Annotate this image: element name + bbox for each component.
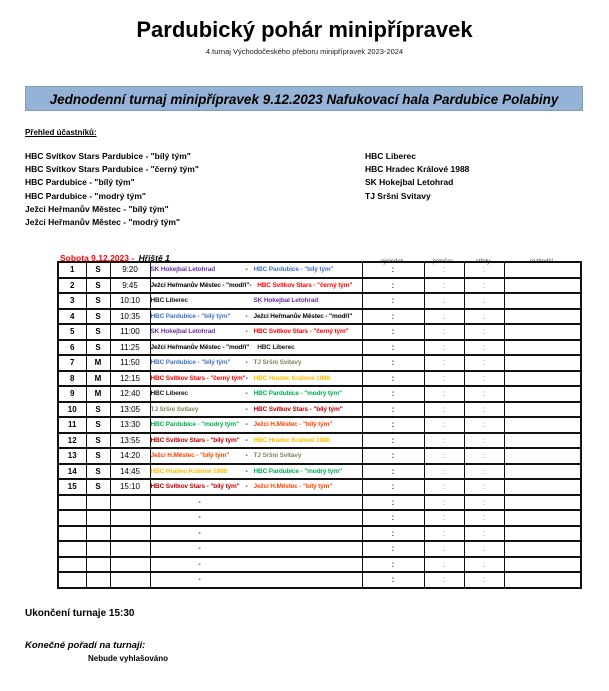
match-time: 11:50 [110, 355, 150, 371]
match-teams-cell [150, 293, 362, 309]
away-team: HBC Svítkov Stars - "bílý tým" [253, 405, 343, 413]
referee-cell [504, 464, 581, 480]
match-teams [151, 421, 362, 428]
match-type: M [86, 355, 110, 371]
match-time [110, 541, 150, 557]
match-number: 4 [58, 309, 86, 325]
match-time: 9:45 [110, 278, 150, 294]
shots-cell: : [464, 262, 504, 278]
referee-cell [504, 324, 581, 340]
match-type: S [86, 309, 110, 325]
result-cell: : [362, 293, 424, 309]
home-team: Ježci H.Městec - "bílý tým" [150, 452, 230, 460]
match-number: 8 [58, 371, 86, 387]
match-type [86, 557, 110, 573]
match-teams-cell [150, 309, 362, 325]
shots-cell: : [464, 557, 504, 573]
match-type [86, 495, 110, 511]
halftime-cell: : [424, 309, 464, 325]
match-number: 13 [58, 448, 86, 464]
match-number [58, 557, 86, 573]
halftime-cell: : [424, 526, 464, 542]
match-teams-cell [150, 464, 362, 480]
shots-cell: : [464, 495, 504, 511]
match-time: 9:20 [110, 262, 150, 278]
home-team: SK Hokejbal Letohrad [150, 266, 216, 274]
result-cell: : [362, 355, 424, 371]
halftime-cell: : [424, 371, 464, 387]
match-time: 14:45 [110, 464, 150, 480]
result-cell: : [362, 278, 424, 294]
match-type: S [86, 402, 110, 418]
match-teams-cell [150, 557, 362, 573]
shots-cell: : [464, 278, 504, 294]
participant-item: HBC Svítkov Stars Pardubice - "černý tým" [25, 164, 199, 175]
result-cell: : [362, 402, 424, 418]
result-cell: : [362, 417, 424, 433]
match-row [58, 293, 581, 309]
match-time [110, 557, 150, 573]
team-separator: - [198, 576, 201, 584]
halftime-cell: : [424, 433, 464, 449]
team-separator: - [245, 452, 248, 460]
referee-cell [504, 309, 581, 325]
match-row [58, 309, 581, 325]
match-teams [151, 406, 362, 413]
match-row [58, 557, 581, 573]
referee-cell [504, 293, 581, 309]
participant-item: Ježci Heřmanův Městec - "modrý tým" [25, 217, 180, 228]
result-cell: : [362, 479, 424, 495]
match-row [58, 526, 581, 542]
away-team: Ježci H.Městec - "bílý tým" [253, 421, 333, 429]
team-separator: - [198, 529, 201, 537]
match-type: S [86, 293, 110, 309]
match-teams [151, 266, 362, 273]
team-separator: - [245, 266, 248, 274]
result-cell: : [362, 557, 424, 573]
match-time: 11:25 [110, 340, 150, 356]
match-time [110, 510, 150, 526]
participants-list-left [25, 150, 199, 229]
halftime-cell: : [424, 262, 464, 278]
referee-cell [504, 448, 581, 464]
referee-cell [504, 433, 581, 449]
participant-item: HBC Liberec [365, 151, 417, 161]
home-team: HBC Svítkov Stars - "černý tým" [150, 374, 246, 382]
result-cell: : [362, 371, 424, 387]
result-cell: : [362, 433, 424, 449]
away-team: Ježci Heřmanův Městec - "modří" [253, 312, 353, 320]
participant-item: HBC Hradec Králové 1988 [365, 164, 470, 175]
team-separator: - [245, 436, 248, 444]
match-teams-cell [150, 371, 362, 387]
match-teams [151, 468, 362, 475]
match-number [58, 526, 86, 542]
home-team: Ježci Heřmanův Městec - "modří" [150, 343, 250, 351]
home-team: HBC Pardubice - "bílý tým" [150, 359, 231, 367]
match-time [110, 495, 150, 511]
page-title: Pardubický pohár minipřípravek [136, 17, 473, 42]
shots-cell: : [464, 541, 504, 557]
match-type [86, 541, 110, 557]
match-type: S [86, 340, 110, 356]
column-header-result: výsledek [380, 259, 404, 265]
halftime-cell: : [424, 324, 464, 340]
match-type: M [86, 386, 110, 402]
halftime-cell: : [424, 355, 464, 371]
participants-heading: Přehled účastníků: [25, 128, 97, 137]
result-cell: : [362, 340, 424, 356]
match-teams-cell [150, 572, 362, 588]
match-type [86, 526, 110, 542]
team-separator: - [245, 312, 248, 320]
result-cell: : [362, 386, 424, 402]
match-time: 12:15 [110, 371, 150, 387]
halftime-cell: : [424, 386, 464, 402]
team-separator: - [245, 421, 248, 429]
match-time [110, 526, 150, 542]
tournament-end-note: Ukončení turnaje 15:30 [25, 608, 135, 619]
match-row [58, 541, 581, 557]
match-teams-cell [150, 262, 362, 278]
home-team: HBC Svítkov Stars - "bílý tým" [150, 483, 240, 491]
match-teams [151, 359, 362, 366]
home-team: HBC Liberec [150, 297, 188, 305]
result-cell: : [362, 464, 424, 480]
halftime-cell: : [424, 448, 464, 464]
page-subtitle: 4.turnaj Východočeského přeboru minipřípravek 2023-2024 [205, 47, 404, 56]
match-number [58, 541, 86, 557]
match-number: 12 [58, 433, 86, 449]
team-separator: - [198, 560, 201, 568]
away-team: HBC Pardubice - "modrý tým" [253, 467, 342, 475]
match-row [58, 340, 581, 356]
participants-list-right [365, 150, 469, 203]
shots-cell: : [464, 402, 504, 418]
column-header-halftime: poločas [432, 259, 454, 265]
match-type: S [86, 479, 110, 495]
shots-cell: : [464, 386, 504, 402]
result-cell: : [362, 541, 424, 557]
team-separator: - [245, 359, 248, 367]
match-teams [151, 514, 362, 521]
match-type: S [86, 417, 110, 433]
match-number [58, 495, 86, 511]
match-row [58, 479, 581, 495]
match-row [58, 371, 581, 387]
column-header-shots: střely [475, 259, 491, 265]
home-team: HBC Pardubice - "modrý tým" [150, 421, 239, 429]
referee-cell [504, 572, 581, 588]
match-type: S [86, 433, 110, 449]
result-cell: : [362, 262, 424, 278]
away-team: HBC Svítkov Stars - "černý tým" [253, 328, 349, 336]
final-ranking-note: Nebude vyhlašováno [88, 654, 169, 663]
result-cell: : [362, 510, 424, 526]
referee-cell [504, 278, 581, 294]
shots-cell: : [464, 433, 504, 449]
away-team: SK Hokejbal Letohrad [253, 297, 319, 305]
match-teams-cell [150, 386, 362, 402]
match-type [86, 572, 110, 588]
match-teams [151, 344, 362, 351]
match-teams [151, 328, 362, 335]
home-team: SK Hokejbal Letohrad [150, 328, 216, 336]
column-header-referee: rozhodčí [529, 259, 553, 265]
match-teams [151, 297, 362, 304]
match-row [58, 572, 581, 588]
match-time: 14:20 [110, 448, 150, 464]
home-team: Ježci Heřmanův Městec - "modří" [150, 281, 250, 289]
referee-cell [504, 479, 581, 495]
match-teams-cell [150, 541, 362, 557]
match-row [58, 262, 581, 278]
result-cell: : [362, 324, 424, 340]
halftime-cell: : [424, 495, 464, 511]
participant-item: Ježci Heřmanův Městec - "bílý tým" [25, 203, 169, 214]
away-team: TJ Sršni Svitavy [253, 359, 302, 367]
match-number: 14 [58, 464, 86, 480]
match-teams-cell [150, 510, 362, 526]
match-teams [151, 282, 362, 289]
schedule-table [57, 261, 582, 589]
match-teams-cell [150, 340, 362, 356]
team-separator: - [245, 483, 248, 491]
halftime-cell: : [424, 541, 464, 557]
match-teams [151, 375, 362, 382]
shots-cell: : [464, 309, 504, 325]
match-row [58, 355, 581, 371]
halftime-cell: : [424, 417, 464, 433]
match-teams [151, 390, 362, 397]
match-teams [151, 499, 362, 506]
match-number [58, 510, 86, 526]
match-number: 15 [58, 479, 86, 495]
match-teams-cell [150, 278, 362, 294]
result-cell: : [362, 526, 424, 542]
participant-item: HBC Pardubice - "bílý tým" [25, 177, 135, 188]
match-teams-cell [150, 402, 362, 418]
referee-cell [504, 417, 581, 433]
referee-cell [504, 526, 581, 542]
participant-item: SK Hokejbal Letohrad [365, 177, 454, 188]
match-number: 11 [58, 417, 86, 433]
away-team: HBC Pardubice - "bílý tým" [253, 266, 334, 274]
referee-cell [504, 340, 581, 356]
match-type: M [86, 371, 110, 387]
match-teams [151, 561, 362, 568]
away-team: HBC Svítkov Stars - "černý tým" [257, 281, 353, 289]
referee-cell [504, 386, 581, 402]
team-separator: - [198, 498, 201, 506]
halftime-cell: : [424, 510, 464, 526]
match-time: 13:30 [110, 417, 150, 433]
match-time: 13:05 [110, 402, 150, 418]
team-separator: - [198, 514, 201, 522]
shots-cell: : [464, 464, 504, 480]
team-separator: - [245, 390, 248, 398]
final-ranking-heading: Konečné pořadí na turnaji: [25, 640, 146, 651]
result-cell: : [362, 572, 424, 588]
match-number: 5 [58, 324, 86, 340]
match-row [58, 433, 581, 449]
home-team: HBC Liberec [150, 390, 188, 398]
referee-cell [504, 355, 581, 371]
match-row [58, 417, 581, 433]
match-row [58, 510, 581, 526]
halftime-cell: : [424, 293, 464, 309]
match-teams-cell [150, 479, 362, 495]
halftime-cell: : [424, 278, 464, 294]
match-row [58, 464, 581, 480]
match-teams [151, 483, 362, 490]
shots-cell: : [464, 510, 504, 526]
match-teams-cell [150, 324, 362, 340]
match-row [58, 402, 581, 418]
away-team: HBC Hradec Králové 1988 [253, 374, 330, 382]
halftime-cell: : [424, 340, 464, 356]
match-number [58, 572, 86, 588]
halftime-cell: : [424, 572, 464, 588]
shots-cell: : [464, 572, 504, 588]
result-cell: : [362, 495, 424, 511]
match-row [58, 448, 581, 464]
match-teams-cell [150, 417, 362, 433]
match-teams [151, 437, 362, 444]
match-teams-cell [150, 526, 362, 542]
match-teams [151, 530, 362, 537]
match-teams-cell [150, 448, 362, 464]
match-time: 15:10 [110, 479, 150, 495]
match-number: 3 [58, 293, 86, 309]
team-separator: - [198, 545, 201, 553]
shots-cell: : [464, 355, 504, 371]
match-teams [151, 452, 362, 459]
match-type: S [86, 448, 110, 464]
shots-cell: : [464, 479, 504, 495]
halftime-cell: : [424, 557, 464, 573]
referee-cell [504, 402, 581, 418]
match-type: S [86, 262, 110, 278]
team-separator: - [245, 374, 248, 382]
shots-cell: : [464, 526, 504, 542]
match-number: 10 [58, 402, 86, 418]
shots-cell: : [464, 293, 504, 309]
away-team: HBC Liberec [257, 343, 295, 351]
halftime-cell: : [424, 464, 464, 480]
match-number: 2 [58, 278, 86, 294]
match-teams [151, 313, 362, 320]
home-team: TJ Sršni Svitavy [150, 405, 199, 413]
shots-cell: : [464, 371, 504, 387]
match-type: S [86, 278, 110, 294]
referee-cell [504, 371, 581, 387]
team-separator: - [249, 281, 252, 289]
participant-item: TJ Sršni Svitavy [365, 190, 431, 201]
match-teams-cell [150, 355, 362, 371]
match-teams [151, 545, 362, 552]
match-number: 9 [58, 386, 86, 402]
schedule-venue: Hřiště 1 [138, 253, 170, 263]
referee-cell [504, 557, 581, 573]
match-time: 11:00 [110, 324, 150, 340]
match-time [110, 572, 150, 588]
match-time: 12:40 [110, 386, 150, 402]
team-separator: - [245, 405, 248, 413]
home-team: HBC Svítkov Stars - "bílý tým" [150, 436, 240, 444]
home-team: HBC Pardubice - "bílý tým" [150, 312, 231, 320]
result-cell: : [362, 309, 424, 325]
match-time: 13:55 [110, 433, 150, 449]
shots-cell: : [464, 340, 504, 356]
match-row [58, 278, 581, 294]
away-team: TJ Sršni Svitavy [253, 452, 302, 460]
event-banner: Jednodenní turnaj minipřípravek 9.12.2023 Nafukovací hala Pardubice Polabiny [25, 86, 583, 111]
match-teams-cell [150, 495, 362, 511]
shots-cell: : [464, 324, 504, 340]
away-team: HBC Hradec Králové 1988 [253, 436, 330, 444]
match-row [58, 495, 581, 511]
team-separator: - [245, 328, 248, 336]
team-separator: - [245, 467, 248, 475]
away-team: Ježci H.Městec - "bílý tým" [253, 483, 333, 491]
schedule-table-body [58, 262, 581, 588]
match-type: S [86, 324, 110, 340]
schedule-date: Sobota 9.12.2023 - [60, 253, 135, 263]
halftime-cell: : [424, 479, 464, 495]
home-team: HBC Hradec Králové 1988 [150, 467, 227, 475]
referee-cell [504, 510, 581, 526]
shots-cell: : [464, 448, 504, 464]
match-number: 1 [58, 262, 86, 278]
shots-cell: : [464, 417, 504, 433]
participant-item: HBC Pardubice - "modrý tým" [25, 190, 146, 201]
halftime-cell: : [424, 402, 464, 418]
result-cell: : [362, 448, 424, 464]
match-time: 10:35 [110, 309, 150, 325]
match-teams-cell [150, 433, 362, 449]
match-type: S [86, 464, 110, 480]
match-number: 6 [58, 340, 86, 356]
match-row [58, 386, 581, 402]
referee-cell [504, 495, 581, 511]
referee-cell [504, 262, 581, 278]
match-number: 7 [58, 355, 86, 371]
match-type [86, 510, 110, 526]
away-team: HBC Pardubice - "modrý tým" [253, 390, 342, 398]
match-time: 10:10 [110, 293, 150, 309]
participant-item: HBC Svítkov Stars Pardubice - "bílý tým" [25, 151, 191, 161]
match-row [58, 324, 581, 340]
referee-cell [504, 541, 581, 557]
match-teams [151, 576, 362, 583]
